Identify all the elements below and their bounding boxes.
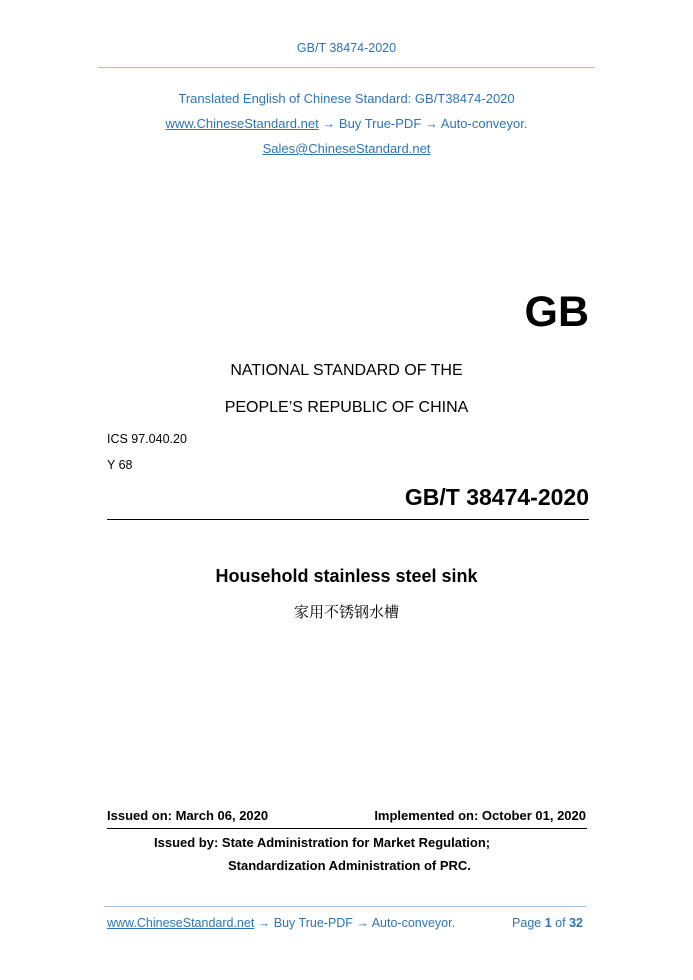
header-divider — [98, 67, 595, 68]
title-english: Household stainless steel sink — [215, 566, 478, 586]
buy-text: → Buy True-PDF → Auto-conveyor. — [318, 116, 528, 131]
issuer-line2: Standardization Administration of PRC. — [228, 858, 471, 873]
page-total: 32 — [569, 916, 583, 930]
national-standard-line1: NATIONAL STANDARD OF THE — [230, 362, 463, 379]
footer-links — [107, 916, 455, 930]
of-label: of — [555, 916, 566, 930]
issuer-line1: Issued by: State Administration for Market Regulation; — [154, 835, 491, 850]
implemented-on-date: Implemented on: October 01, 2020 — [374, 808, 586, 823]
ccs-code: Y 68 — [107, 458, 133, 472]
email-line — [0, 141, 693, 156]
site-link[interactable]: www.ChineseStandard.net — [165, 116, 319, 131]
sales-email-link[interactable]: Sales@ChineseStandard.net — [262, 141, 431, 156]
gb-mark: GB — [524, 288, 589, 336]
issued-on-date: Issued on: March 06, 2020 — [107, 808, 269, 823]
page-indicator — [512, 916, 583, 930]
standard-code: GB/T 38474-2020 — [404, 484, 589, 510]
translation-links-line — [0, 116, 693, 131]
page-label: Page — [512, 916, 542, 930]
translation-notice-line: Translated English of Chinese Standard: GB/T38474-2020 — [178, 91, 515, 106]
national-standard-line2: PEOPLE’S REPUBLIC OF CHINA — [224, 399, 469, 416]
page-number: 1 — [544, 916, 552, 930]
header-standard-id: GB/T 38474-2020 — [296, 41, 397, 55]
title-chinese: 家用不锈钢水槽 — [293, 603, 399, 621]
standard-code-divider — [107, 519, 589, 520]
footer-site-link[interactable]: www.ChineseStandard.net — [107, 916, 255, 930]
footer-buy-text: → Buy True-PDF → Auto-conveyor. — [254, 916, 456, 930]
footer-divider — [104, 906, 586, 907]
dates-divider — [107, 828, 587, 829]
ics-code: ICS 97.040.20 — [107, 432, 187, 446]
